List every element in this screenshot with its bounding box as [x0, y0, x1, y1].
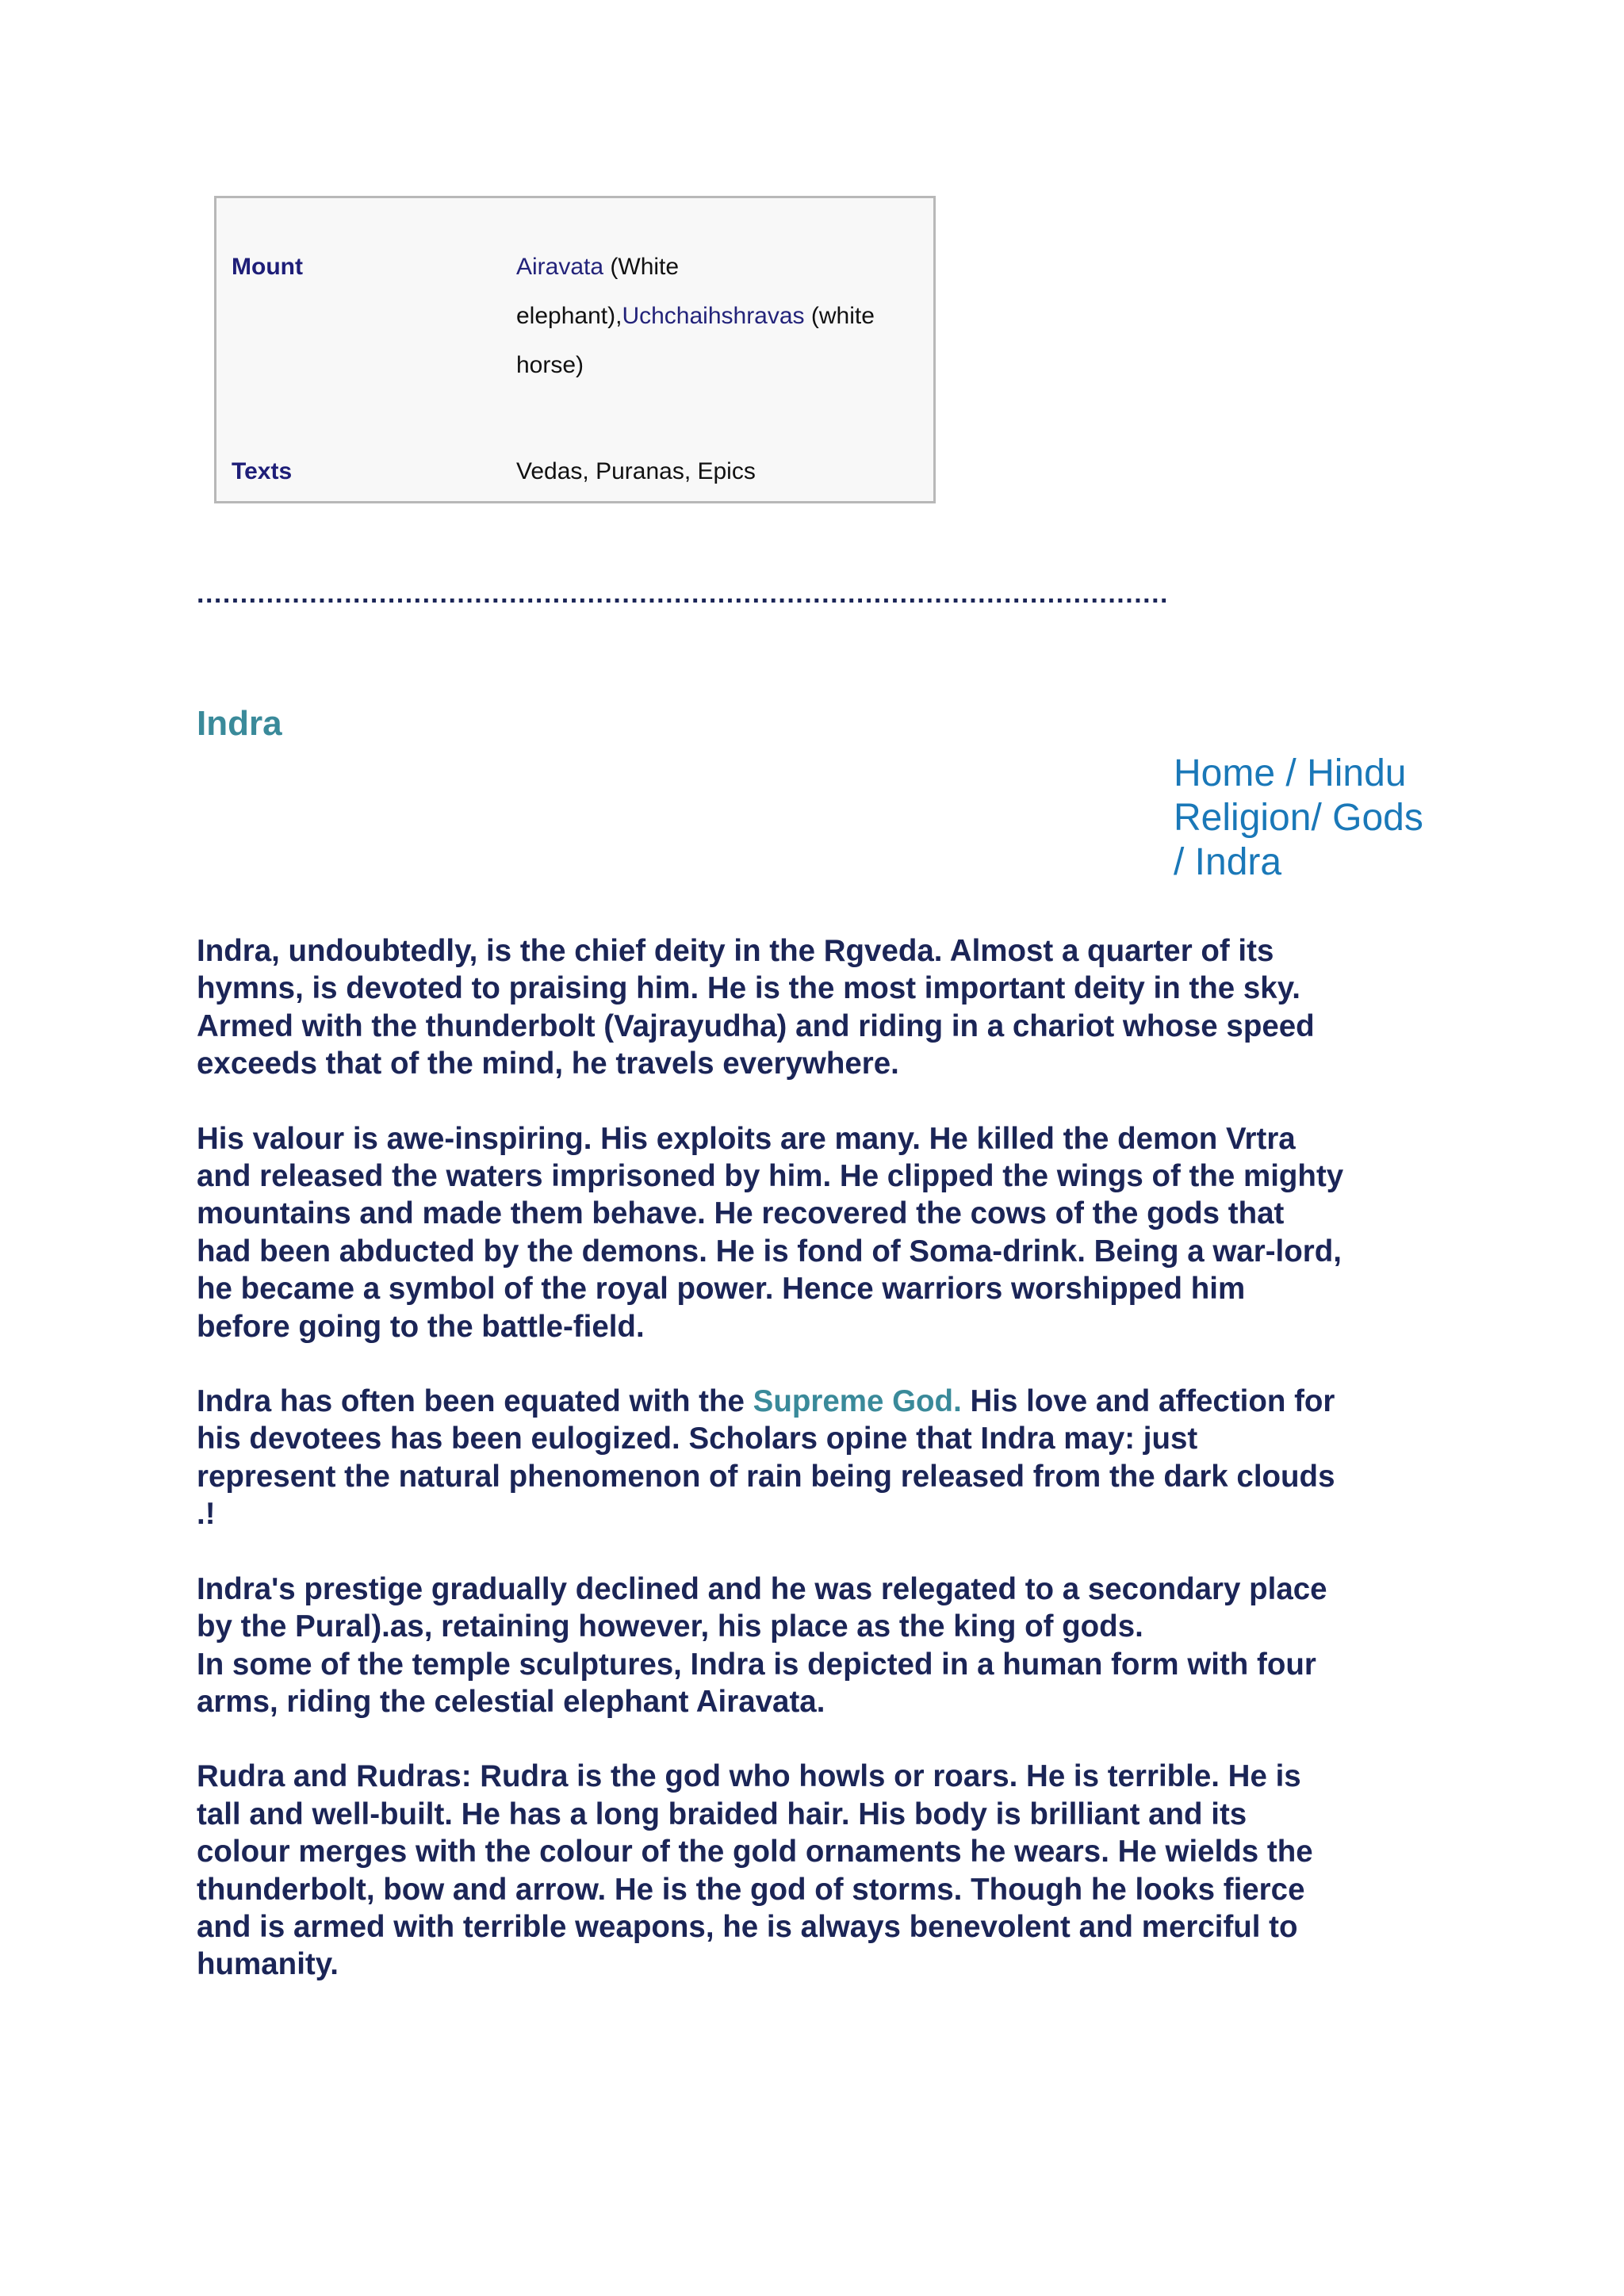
- paragraph-prestige: [197, 1571, 1434, 1721]
- page-title: Indra: [197, 704, 282, 743]
- text-line: by the Pural).as, retaining however, his place as the king of gods.: [197, 1609, 1143, 1644]
- paragraph-supreme-god: [197, 1383, 1434, 1533]
- breadcrumb-separator: /: [1311, 797, 1333, 839]
- text-line: Indra's prestige gradually declined and he was relegated to a secondary place: [197, 1571, 1327, 1606]
- paragraph-rudra: [197, 1758, 1434, 1983]
- text-segment: Indra has often been equated with the: [197, 1384, 753, 1419]
- breadcrumb-current: Indra: [1194, 841, 1282, 883]
- text-line: His valour is awe-inspiring. His exploits are many. He killed the demon Vrtra: [197, 1121, 1296, 1156]
- mount-text-2: elephant),: [516, 303, 622, 329]
- infobox: [214, 196, 936, 503]
- text-line: and is armed with terrible weapons, he is always benevolent and merciful to: [197, 1909, 1298, 1944]
- texts-value: Vedas, Puranas, Epics: [516, 458, 756, 484]
- mount-value: [516, 243, 921, 390]
- breadcrumb-separator: /: [1275, 752, 1308, 794]
- mount-text-4: horse): [516, 352, 584, 378]
- text-line: In some of the temple sculptures, Indra is depicted in a human form with four: [197, 1647, 1316, 1682]
- text-line: hymns, is devoted to praising him. He is the most important deity in the sky.: [197, 971, 1300, 1006]
- uchchaihshravas-link[interactable]: Uchchaihshravas: [622, 303, 805, 329]
- text-line: thunderbolt, bow and arrow. He is the god of storms. Though he looks fierce: [197, 1872, 1305, 1907]
- paragraph-valour: [197, 1120, 1434, 1345]
- text-line: Rudra and Rudras: Rudra is the god who howls or roars. He is terrible. He is: [197, 1759, 1301, 1794]
- airavata-link[interactable]: Airavata: [516, 254, 604, 280]
- text-line: Armed with the thunderbolt (Vajrayudha) and riding in a chariot whose speed: [197, 1008, 1315, 1043]
- text-line: his devotees has been eulogized. Scholars opine that Indra may: just: [197, 1422, 1198, 1456]
- text-line: .!: [197, 1497, 216, 1532]
- mount-text-3: (white: [804, 303, 875, 329]
- article-body: [197, 932, 1434, 2021]
- texts-label: Texts: [232, 458, 293, 484]
- mount-text-1: (White: [603, 254, 680, 280]
- supreme-god-link[interactable]: Supreme God.: [753, 1384, 962, 1419]
- text-line: tall and well-built. He has a long braided hair. His body is brilliant and its: [197, 1797, 1247, 1831]
- text-line: colour merges with the colour of the gold ornaments he wears. He wields the: [197, 1835, 1313, 1869]
- breadcrumb-gods[interactable]: Gods: [1332, 797, 1423, 839]
- text-line: [197, 1383, 1434, 1420]
- breadcrumb-separator: /: [1174, 841, 1195, 883]
- text-line: humanity.: [197, 1947, 339, 1982]
- breadcrumb-hindu[interactable]: Hindu: [1307, 752, 1407, 794]
- paragraph-indra-intro: [197, 932, 1434, 1083]
- text-line: exceeds that of the mind, he travels everywhere.: [197, 1047, 899, 1081]
- text-segment: His love and affection for: [961, 1384, 1335, 1419]
- text-line: Indra, undoubtedly, is the chief deity in the Rgveda. Almost a quarter of its: [197, 934, 1274, 968]
- text-line: before going to the battle-field.: [197, 1309, 645, 1344]
- text-line: mountains and made them behave. He recovered the cows of the gods that: [197, 1196, 1285, 1231]
- dotted-separator: ................................................................................................................: [197, 579, 1169, 609]
- breadcrumb-home[interactable]: Home: [1174, 752, 1276, 794]
- text-line: had been abducted by the demons. He is fond of Soma-drink. Being a war-lord,: [197, 1234, 1342, 1269]
- text-line: he became a symbol of the royal power. Hence warriors worshipped him: [197, 1272, 1246, 1307]
- breadcrumb: [1174, 752, 1475, 885]
- mount-label: Mount: [232, 254, 303, 280]
- breadcrumb-religion[interactable]: Religion: [1174, 797, 1312, 839]
- text-line: arms, riding the celestial elephant Airavata.: [197, 1684, 825, 1719]
- text-line: and released the waters imprisoned by him. He clipped the wings of the mighty: [197, 1159, 1344, 1194]
- text-line: represent the natural phenomenon of rain being released from the dark clouds: [197, 1459, 1335, 1494]
